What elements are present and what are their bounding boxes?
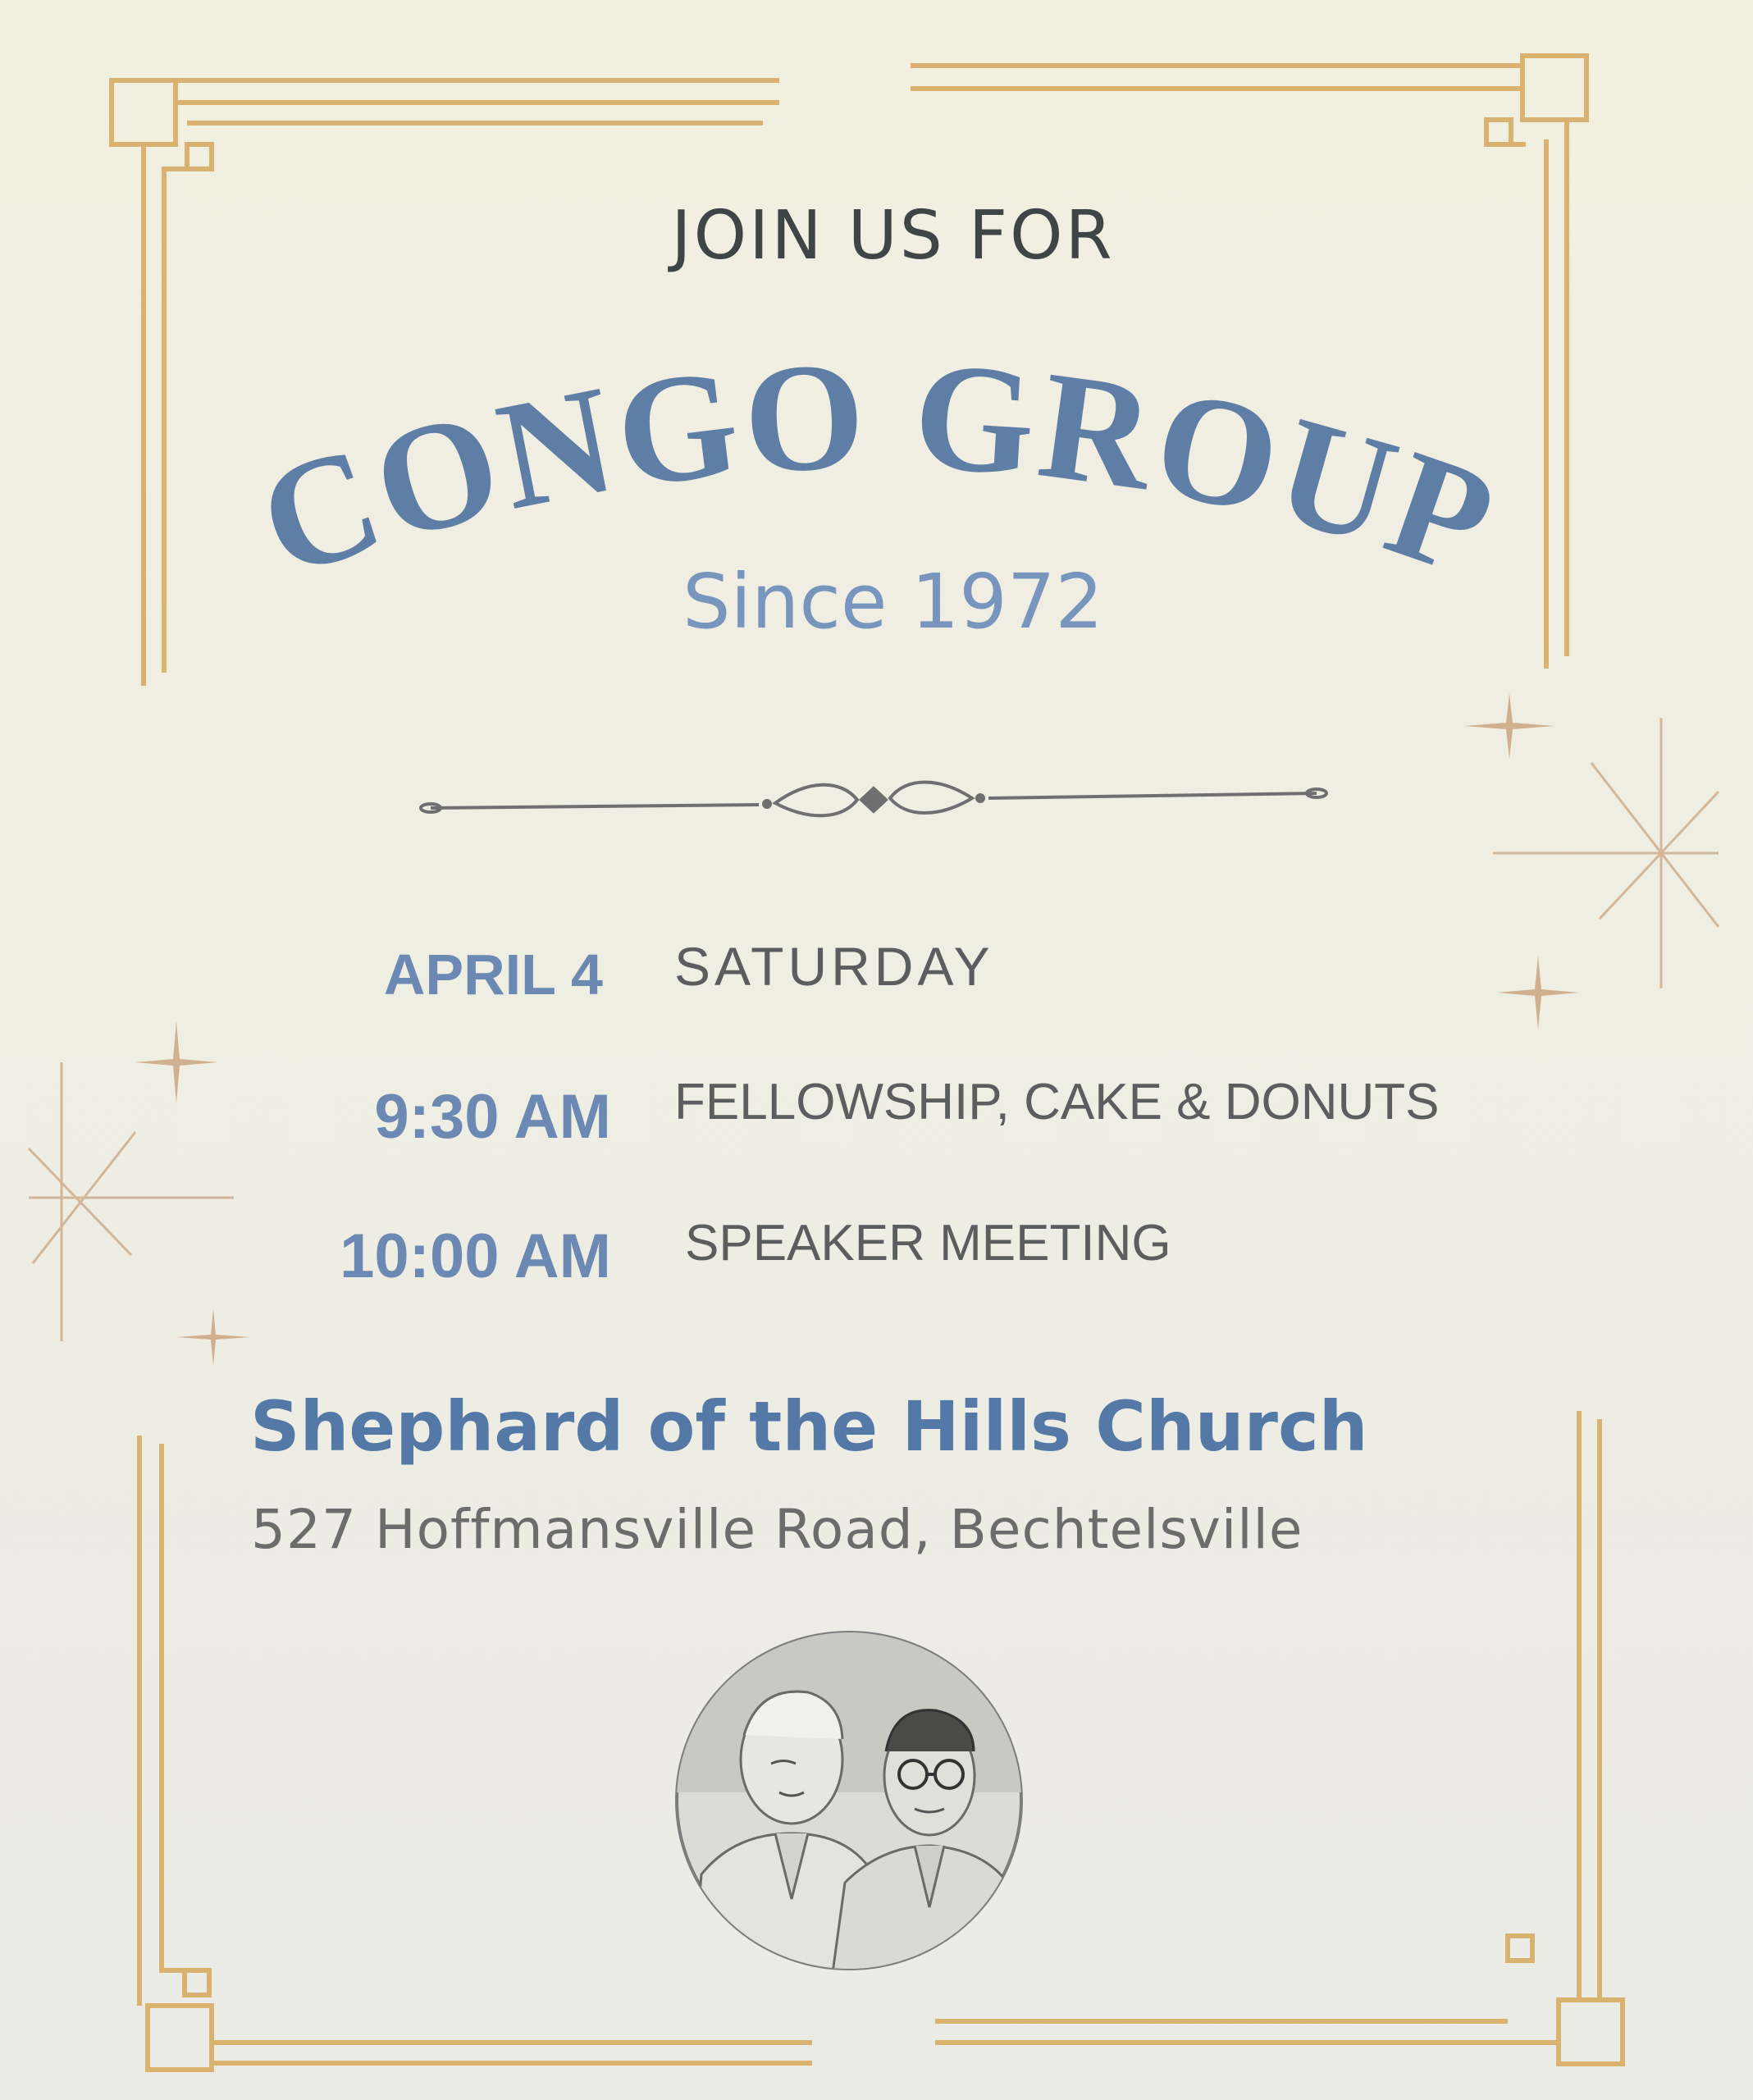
venue-name: Shephard of the Hills Church <box>250 1386 1368 1467</box>
sparkle-decoration <box>1485 714 1723 993</box>
schedule-description-fellowship: FELLOWSHIP, CAKE & DONUTS <box>674 1074 1440 1130</box>
ornamental-divider <box>414 775 1333 824</box>
schedule-description-meeting: SPEAKER MEETING <box>685 1215 1171 1271</box>
founders-portrait-image <box>669 1628 1029 1973</box>
venue-address: 527 Hoffmansville Road, Bechtelsville <box>251 1498 1303 1561</box>
schedule-description-day: SATURDAY <box>674 936 994 997</box>
sparkle-decoration <box>1493 952 1583 1034</box>
schedule-time-fellowship: 9:30 AM <box>374 1082 611 1152</box>
sparkle-decoration <box>172 1304 254 1370</box>
since-subtitle: Since 1972 <box>682 558 1103 646</box>
schedule-time-date: APRIL 4 <box>383 943 603 1007</box>
schedule-time-meeting: 10:00 AM <box>340 1221 611 1291</box>
intro-heading: JOIN US FOR <box>671 197 1115 275</box>
event-title-text: CONGO GROUP <box>239 353 1517 610</box>
